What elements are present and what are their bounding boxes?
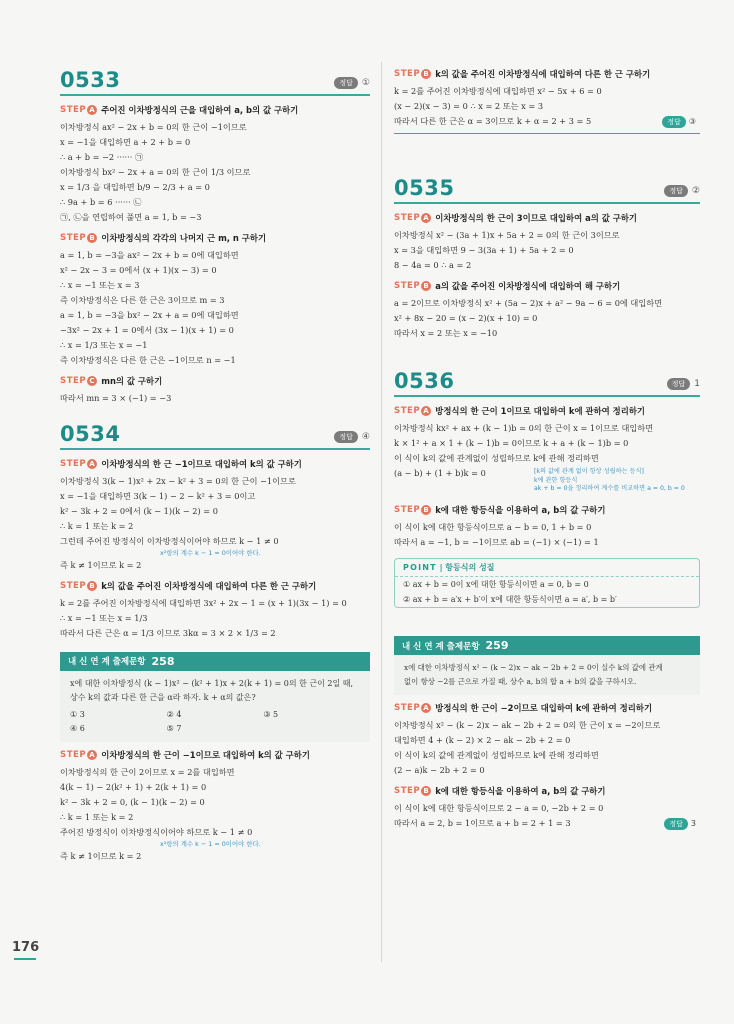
question-line: 상수 k의 값과 다른 한 근을 α라 하자. k + α의 값은? [70,692,256,702]
choice: ④ 6 [70,723,85,733]
question-line: x에 대한 이차방정식 x² − (k − 2)x − ak − 2b + 2 = 0이 실수 k의 값에 관계 [404,663,663,672]
solution-line: 이차방정식 3(k − 1)x² + 2x − k² + 3 = 0의 한 근이 −1이므로 [60,476,296,486]
solution-line: 이 식이 k의 값에 관계없이 성립하므로 k에 관해 정리하면 [394,750,599,760]
solution-line: 따라서 x = 2 또는 x = −10 [394,328,498,338]
solution-line: (2 − a)k − 2b + 2 = 0 [394,765,485,775]
point-box [394,558,700,608]
choice: ② 4 [166,709,182,719]
step-heading [60,104,370,116]
step-title: 주어진 이차방정식의 근을 대입하여 a, b의 값 구하기 [101,105,299,115]
step-tag: STEP B [60,233,97,243]
solution-line: ∴ a + b = −2 ······ ㉠ [60,152,144,162]
answer-label: 정답 [662,116,686,128]
step-heading [60,458,370,470]
step-heading [394,280,700,292]
solution-line: ∴ x = 1/3 또는 x = −1 [60,340,148,350]
step-tag: STEP B [394,69,431,79]
solution-lines [394,801,700,831]
solution-line: (a − b) + (1 + b)k = 0 [394,468,486,478]
solution-line: x = 3을 대입하면 9 − 3(3a + 1) + 5a + 2 = 0 [394,245,574,255]
step-title: 이차방정식의 한 근 −1이므로 대입하여 k의 값 구하기 [101,459,302,469]
solution-lines [394,421,700,494]
solution-line: 이차방정식 ax² − 2x + b = 0의 한 근이 −1이므로 [60,122,247,132]
answer-value: ③ [688,117,696,126]
choice: ⑤ 7 [166,723,182,733]
step-title: 이차방정식의 각각의 나머지 근 m, n 구하기 [101,233,267,243]
answer-badge [667,378,700,390]
solution-line: k = 2를 주어진 이차방정식에 대입하면 3x² + 2x − 1 = (x + 1)(3x − 1) = 0 [60,598,347,608]
answer-label: 정답 [334,77,358,89]
solution-lines [60,596,370,641]
answer-value: ② [691,186,700,196]
solution-lines [394,718,700,778]
point-line: ② ax + b = a′x + b′이 x에 대한 항등식이면 a = a′, b = b′ [403,594,617,604]
solution-line: x = 1/3 을 대입하면 b/9 − 2/3 + a = 0 [60,182,210,192]
problem-0535-header [394,174,700,204]
step-tag: STEP A [60,459,97,469]
problem-0536-header [394,367,700,397]
answer-value: ① [361,78,370,88]
related-problem-bar [60,652,370,671]
step-title: 이차방정식의 한 근이 3이므로 대입하여 a의 값 구하기 [435,213,638,223]
solution-lines [394,84,700,129]
page-number: 176 [12,940,40,955]
solution-line: 이 식이 k에 대한 항등식이므로 2 − a = 0, −2b + 2 = 0 [394,803,604,813]
related-problem-number: 258 [151,654,175,668]
annotation-note: x²항의 계수 k − 1 = 0이어야 한다. [160,839,261,848]
step-heading [60,580,370,592]
related-problem-label: 내 신 연 계 출제문항 [402,641,480,652]
solution-line: x = −1을 대입하면 3(k − 1) − 2 − k² + 3 = 0이고 [60,491,256,501]
final-answer-badge [662,116,696,128]
solution-line: ∴ x = −1 또는 x = 1/3 [60,613,148,623]
solution-lines [60,248,370,368]
problem-number: 0534 [60,422,121,446]
solution-line: a = 1, b = −3을 ax² − 2x + b = 0에 대입하면 [60,250,239,260]
problem-number: 0536 [394,369,455,393]
left-column [60,62,370,864]
point-line: ① ax + b = 0이 x에 대한 항등식이면 a = 0, b = 0 [403,579,589,589]
annotation-note: x²항의 계수 k − 1 = 0이어야 한다. [160,549,261,557]
solution-line: a = 2이므로 이차방정식 x² + (5a − 2)x + a² − 9a − 6 = 0에 대입하면 [394,298,663,308]
solution-line: ∴ k = 1 또는 k = 2 [60,811,134,822]
solution-line: 즉 이차방정식은 다른 한 근은 3이므로 m = 3 [60,295,225,305]
related-problem-body [394,655,700,695]
solution-lines [394,228,700,273]
column-divider [381,62,382,962]
step-heading [394,702,700,714]
section-rule [394,133,700,134]
answer-badge [334,77,370,89]
step-heading [394,405,700,417]
related-problem-body [60,671,370,742]
answer-label: 정답 [667,378,691,390]
right-column [394,62,700,831]
solution-line: 이차방정식 x² − (k − 2)x − ak − 2b + 2 = 0의 한 근이 x = −2이므로 [394,720,661,730]
answer-badge [664,185,700,197]
related-problem-bar [394,636,700,655]
answer-label: 정답 [334,431,358,443]
solution-line: x = −1을 대입하면 a + 2 + b = 0 [60,137,191,147]
solution-line: ∴ 9a + b = 6 ······ ㉡ [60,197,142,207]
related-problem-number: 259 [485,639,509,652]
solution-line: k = 2를 주어진 이차방정식에 대입하면 x² − 5x + 6 = 0 [394,86,602,96]
related-problem-259 [394,634,700,696]
question-line: x에 대한 이차방정식 (k − 1)x² − (k² + 1)x + 2(k + 1) = 0의 한 근이 2일 때, [70,678,354,688]
step-heading [60,375,370,387]
solution-lines [394,296,700,341]
solution-line: 따라서 다른 근은 α = 1/3 이므로 3kα = 3 × 2 × 1/3 = 2 [60,628,276,638]
step-tag: STEP A [60,750,97,760]
problem-number: 0533 [60,68,121,92]
step-heading [60,232,370,244]
problem-0534-header [60,420,370,450]
step-title: k의 값을 주어진 이차방정식에 대입하여 다른 한 근 구하기 [435,69,651,79]
solution-line: 따라서 a = 2, b = 1이므로 a + b = 2 + 1 = 3 [394,818,571,828]
related-problem-258 [60,649,370,742]
step-heading [394,68,700,80]
solution-line: 즉 k ≠ 1이므로 k = 2 [60,850,142,861]
solution-line: 이 식이 k의 값에 관계없이 성립하므로 k에 관해 정리하면 [394,453,599,463]
step-heading [394,785,700,797]
step-tag: STEP B [394,281,431,291]
solution-line: k × 1² + a × 1 + (k − 1)b = 0이므로 k + a + (k − 1)b = 0 [394,438,629,448]
step-title: k의 값을 주어진 이차방정식에 대입하여 다른 한 근 구하기 [101,581,317,591]
step-tag: STEP B [394,786,431,796]
page-number-rule [14,958,36,960]
solution-line: 따라서 다른 한 근은 α = 3이므로 k + α = 2 + 3 = 5 [394,116,592,126]
solution-line: 따라서 a = −1, b = −1이므로 ab = (−1) × (−1) = 1 [394,536,599,547]
solution-line: 따라서 mn = 3 × (−1) = −3 [60,393,172,403]
step-title: 방정식의 한 근이 1이므로 대입하여 k에 관하여 정리하기 [435,406,646,416]
final-answer-row [394,114,700,129]
answer-value: 3 [690,819,696,828]
step-title: 이차방정식의 한 근이 −1이므로 대입하여 k의 값 구하기 [101,749,310,760]
step-title: 방정식의 한 근이 −2이므로 대입하여 k에 관하여 정리하기 [435,703,653,713]
step-tag: STEP B [394,505,431,515]
solution-lines [60,765,370,864]
solution-line: 이차방정식 x² − (3a + 1)x + 5a + 2 = 0의 한 근이 3이므로 [394,230,620,240]
solution-line: 즉 k ≠ 1이므로 k = 2 [60,560,142,570]
solution-line: 4(k − 1) − 2(k² + 1) + 2(k + 1) = 0 [60,781,207,792]
point-title: POINT | 항등식의 성질 [395,559,699,577]
solution-lines [60,120,370,225]
solution-lines [394,520,700,550]
answer-label: 정답 [664,185,688,197]
solution-line: ㉠, ㉡을 연립하여 풀면 a = 1, b = −3 [60,212,202,222]
solution-line: k² − 3k + 2 = 0에서 (k − 1)(k − 2) = 0 [60,506,218,516]
step-title: mn의 값 구하기 [101,376,163,386]
answer-value: 1 [694,379,700,389]
solution-line: 그런데 주어진 방정식이 이차방정식이어야 하므로 k − 1 ≠ 0 [60,536,279,546]
final-answer-badge [664,818,696,830]
solution-line: 즉 이차방정식은 다른 한 근은 −1이므로 n = −1 [60,355,236,365]
annotation-note: [k의 값에 관계 없이 항상 성립하는 등식] k에 관한 항등식 ak + b = 0을 정리하여 계수를 비교하면 a = 0, b = 0 [534,468,685,492]
solution-line: 이차방정식 bx² − 2x + a = 0의 한 근이 1/3 이므로 [60,167,251,177]
step-tag: STEP A [60,105,97,115]
solution-line: a = 1, b = −3을 bx² − 2x + a = 0에 대입하면 [60,310,239,320]
question-line: 없이 항상 −2를 근으로 가질 때, 상수 a, b의 합 a + b의 값을 구하시오. [404,677,637,686]
related-problem-label: 내 신 연 계 출제문항 [68,657,146,667]
choice: ① 3 [70,709,85,719]
solution-line: 이 식이 k에 대한 항등식이므로 a − b = 0, 1 + b = 0 [394,521,592,532]
step-tag: STEP B [60,581,97,591]
solution-line: 주어진 방정식이 이차방정식이어야 하므로 k − 1 ≠ 0 [60,826,253,837]
answer-value: ④ [361,432,370,442]
solution-line: k² − 3k + 2 = 0, (k − 1)(k − 2) = 0 [60,796,205,807]
solution-lines [60,474,370,573]
problem-number: 0535 [394,176,455,200]
step-title: k에 대한 항등식을 이용하여 a, b의 값 구하기 [435,786,606,796]
solution-line: 이차방정식의 한 근이 2이므로 x = 2를 대입하면 [60,766,235,777]
solution-line: ∴ x = −1 또는 x = 3 [60,280,140,290]
answer-label: 정답 [664,818,688,830]
solution-line: 이차방정식 kx² + ax + (k − 1)b = 0의 한 근이 x = 1이므로 대입하면 [394,423,654,433]
answer-badge [334,431,370,443]
solution-line: ∴ k = 1 또는 k = 2 [60,521,134,531]
final-answer-row [394,816,700,831]
step-tag: STEP A [394,406,431,416]
step-tag: STEP A [394,703,431,713]
solution-line: −3x² − 2x + 1 = 0에서 (3x − 1)(x + 1) = 0 [60,325,234,335]
solution-line: 8 − 4a = 0 ∴ a = 2 [394,260,472,270]
step-title: a의 값을 주어진 이차방정식에 대입하여 해 구하기 [435,281,621,291]
solution-line: x² − 2x − 3 = 0에서 (x + 1)(x − 3) = 0 [60,265,217,275]
step-tag: STEP A [394,213,431,223]
step-heading [60,749,370,761]
choice: ③ 5 [263,709,279,719]
solution-line: 대입하면 4 + (k − 2) × 2 − ak − 2b + 2 = 0 [394,735,571,745]
step-tag: STEP C [60,376,97,386]
step-heading [394,504,700,516]
step-heading [394,212,700,224]
solution-line: x² + 8x − 20 = (x − 2)(x + 10) = 0 [394,313,538,323]
problem-0533-header [60,66,370,96]
answer-choices [70,708,360,736]
step-title: k에 대한 항등식을 이용하여 a, b의 값 구하기 [435,504,606,515]
solution-line: (x − 2)(x − 3) = 0 ∴ x = 2 또는 x = 3 [394,101,544,111]
